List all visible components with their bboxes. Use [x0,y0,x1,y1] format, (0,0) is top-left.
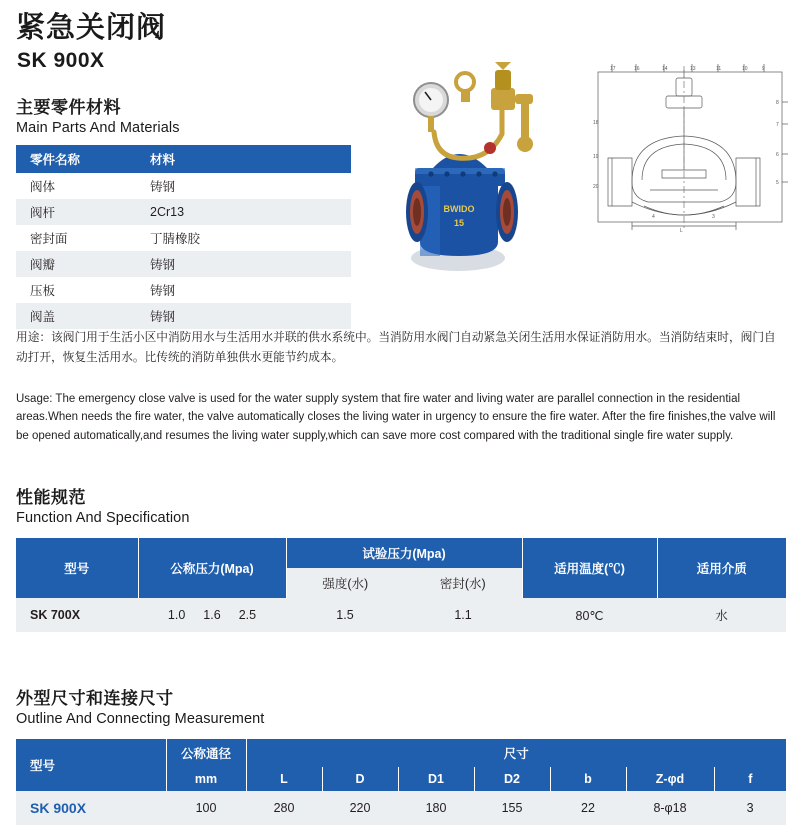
dim-subcol-zd: Z-φd [626,767,714,791]
parts-heading-en: Main Parts And Materials [16,120,180,137]
usage-paragraph-zh: 用途：该阀门用于生活小区中消防用水与生活用水并联的供水系统中。当消防用水阀门自动紧急关闭生活用水保证消防用水。当消防结束时，阀门自动打开，恢复生活用水。比传统的消防单独供水更能节约成本。 [16,331,776,365]
svg-text:7: 7 [776,122,779,128]
pressure-value: 2.5 [238,608,257,622]
spec-col-nominal-pressure: 公称压力(Mpa) [138,538,286,598]
dimension-heading-en: Outline And Connecting Measurement [16,711,265,728]
dimension-section-heading [16,688,264,729]
part-material: 铸钢 [150,284,176,298]
table-row [16,598,786,632]
dim-D2-value: 155 [474,791,550,825]
pressure-value: 1.0 [167,608,186,622]
part-material: 铸钢 [150,180,176,194]
dim-col-model: 型号 [16,739,166,791]
part-name: 阀盖 [16,303,136,329]
dim-subcol-L: L [246,767,322,791]
table-header-row [16,739,786,767]
spec-temperature-value: 80℃ [522,598,657,632]
svg-text:L: L [680,228,683,234]
table-row [16,251,351,277]
spec-col-model: 型号 [16,538,138,598]
svg-text:4: 4 [652,214,655,220]
svg-text:10: 10 [742,66,748,72]
svg-text:18: 18 [593,120,599,126]
parts-col-name: 零件名称 [16,145,136,173]
pressure-value: 1.6 [203,608,221,622]
dim-subcol-D: D [322,767,398,791]
svg-text:6: 6 [776,152,779,158]
valve-product-photo [395,60,590,280]
spec-strength-value: 1.5 [286,598,404,632]
part-material: 铸钢 [136,303,351,329]
dimension-heading-zh: 外型尺寸和连接尺寸 [16,689,174,708]
part-name: 密封面 [30,232,68,246]
dim-subcol-D2: D2 [474,767,550,791]
svg-text:9: 9 [762,66,765,72]
table-header-row [16,538,786,568]
spec-model-value: SK 700X [16,598,138,632]
table-row [16,277,351,303]
svg-text:3: 3 [712,214,715,220]
dim-zd-value: 8-φ18 [626,791,714,825]
part-material: 丁腈橡胶 [150,232,201,246]
part-material: 2Cr13 [136,199,351,225]
part-material: 铸钢 [136,251,351,277]
part-name: 压板 [30,284,56,298]
spec-heading-en: Function And Specification [16,510,190,527]
spec-seal-value: 1.1 [404,598,522,632]
dim-L-value: 280 [246,791,322,825]
spec-subcol-strength: 强度(水) [286,568,404,598]
svg-text:17: 17 [610,66,616,72]
spec-nominal-pressure-values [138,598,286,632]
parts-section-heading [16,97,180,138]
page-title-en: SK 900X [17,49,105,72]
main-parts-table [16,145,351,329]
svg-text:16: 16 [634,66,640,72]
svg-text:11: 11 [716,66,722,72]
dim-subcol-f: f [714,767,786,791]
dim-col-size-group: 尺寸 [246,739,786,767]
svg-text:19: 19 [593,154,599,160]
svg-text:8: 8 [776,100,779,106]
spec-col-test-pressure: 试验压力(Mpa) [286,538,522,568]
spec-section-heading [16,487,190,528]
dim-col-nominal-diameter: 公称通径 [166,739,246,767]
svg-text:14: 14 [662,66,668,72]
function-specification-table [16,538,786,632]
dim-subcol-b: b [550,767,626,791]
parts-heading-zh: 主要零件材料 [16,98,121,117]
table-row [16,199,351,225]
spec-subcol-seal: 密封(水) [404,568,522,598]
dim-b-value: 22 [550,791,626,825]
table-row [16,791,786,825]
table-row [16,225,351,251]
part-name: 阀体 [30,180,56,194]
spec-medium-value: 水 [657,598,786,632]
dim-mm-value: 100 [166,791,246,825]
dim-subcol-D1: D1 [398,767,474,791]
table-header-row [16,145,351,173]
dim-subcol-mm: mm [166,767,246,791]
dim-D1-value: 180 [398,791,474,825]
spec-heading-zh: 性能规范 [16,488,86,507]
dim-f-value: 3 [714,791,786,825]
svg-text:5: 5 [776,180,779,186]
usage-paragraph-en: Usage: The emergency close valve is used for the water supply system that fire water and living water are parallel connection in the residential areas.When needs the fire water, the valve automatically closes the living water in urgency to ensure the fire water. After the fire finishes,the valve will be opened automatically,and resumes the living water supply,which can save more cost compared with the traditional single fire water supply. [16,393,776,442]
valve-technical-drawing [592,62,788,234]
table-row [16,173,351,199]
part-name: 阀瓣 [16,251,136,277]
outline-connecting-measurement-table [16,739,786,825]
part-name: 阀杆 [16,199,136,225]
svg-text:BWIDO: BWIDO [443,204,475,214]
spec-col-medium: 适用介质 [657,538,786,598]
svg-text:15: 15 [453,218,465,228]
parts-col-material: 材料 [136,145,351,173]
dim-D-value: 220 [322,791,398,825]
spec-col-temperature: 适用温度(℃) [522,538,657,598]
table-row [16,303,351,329]
svg-text:20: 20 [593,184,599,190]
dim-model-value: SK 900X [16,791,166,825]
page-title-zh: 紧急关闭阀 [16,12,167,44]
svg-text:13: 13 [690,66,696,72]
